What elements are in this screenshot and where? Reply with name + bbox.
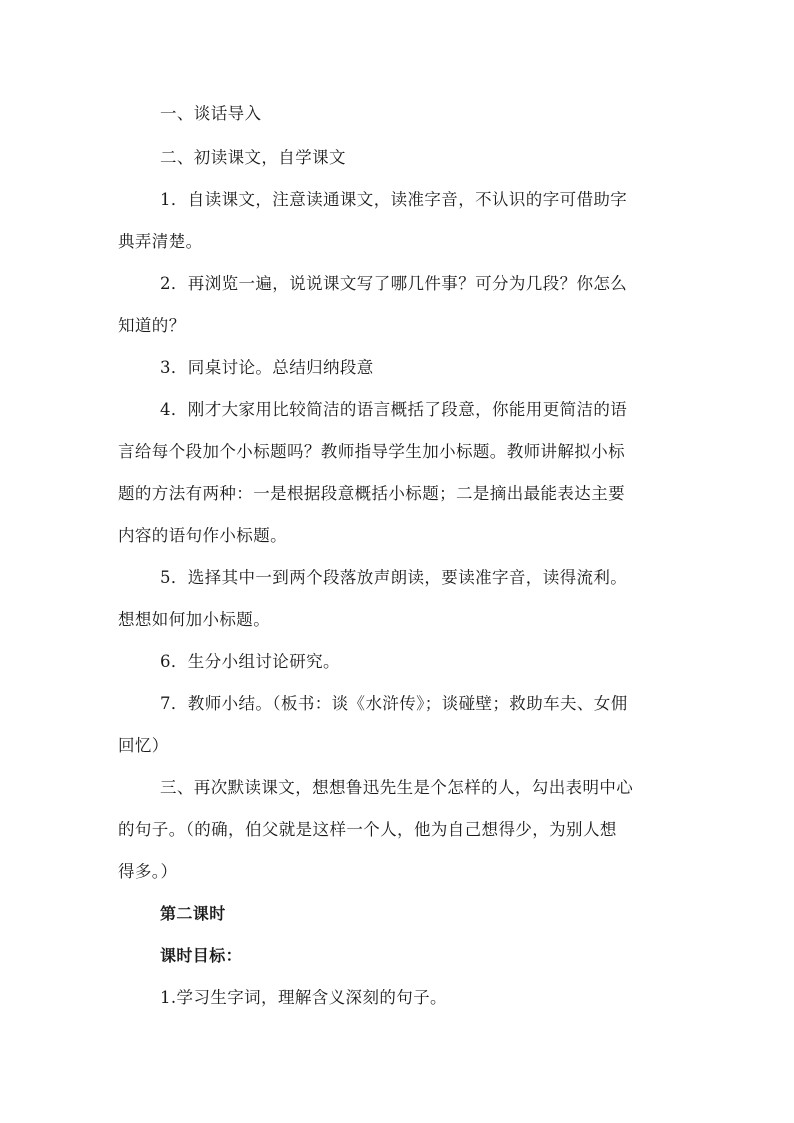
section-3-line-1: 三、再次默读课文，想想鲁迅先生是个怎样的人，勾出表明中心	[160, 778, 634, 797]
objective-1: 1.学习生字词，理解含义深刻的句子。	[160, 988, 447, 1007]
step-1-line-2: 典弄清楚。	[118, 232, 203, 251]
step-4-line-2: 言给每个段加个小标题吗？教师指导学生加小标题。教师讲解拟小标	[118, 442, 625, 461]
step-7-line-2: 回忆）	[118, 736, 169, 755]
heading-talk-intro: 一、谈话导入	[160, 104, 262, 123]
step-5-line-2: 想想如何加小标题。	[118, 610, 271, 629]
step-3-line-1: 3．同桌讨论。总结归纳段意	[160, 358, 374, 377]
step-4-line-4: 内容的语句作小标题。	[118, 526, 287, 545]
section-3-line-2: 的句子。（的确，伯父就是这样一个人，他为自己想得少，为别人想	[118, 820, 617, 839]
step-2-line-2: 知道的？	[118, 316, 186, 335]
heading-first-reading: 二、初读课文，自学课文	[160, 148, 346, 167]
step-4-line-1: 4．刚才大家用比较简洁的语言概括了段意，你能用更简洁的语	[160, 400, 628, 419]
step-5-line-1: 5．选择其中一到两个段落放声朗读，要读准字音，读得流利。	[160, 568, 628, 587]
step-2-line-1: 2．再浏览一遍，说说课文写了哪几件事？可分为几段？你怎么	[160, 274, 628, 293]
step-4-line-3: 题的方法有两种：一是根据段意概括小标题；二是摘出最能表达主要	[118, 484, 625, 503]
step-7-line-1: 7．教师小结。（板书：谈《水浒传》；谈碰壁；救助车夫、女佣	[160, 694, 628, 713]
lesson-2-heading: 第二课时	[160, 904, 226, 923]
step-6-line-1: 6．生分小组讨论研究。	[160, 652, 340, 671]
section-3-line-3: 得多。）	[118, 862, 178, 881]
lesson-objectives-heading: 课时目标：	[160, 946, 243, 965]
step-1-line-1: 1．自读课文，注意读通课文，读准字音，不认识的字可借助字	[160, 190, 628, 209]
